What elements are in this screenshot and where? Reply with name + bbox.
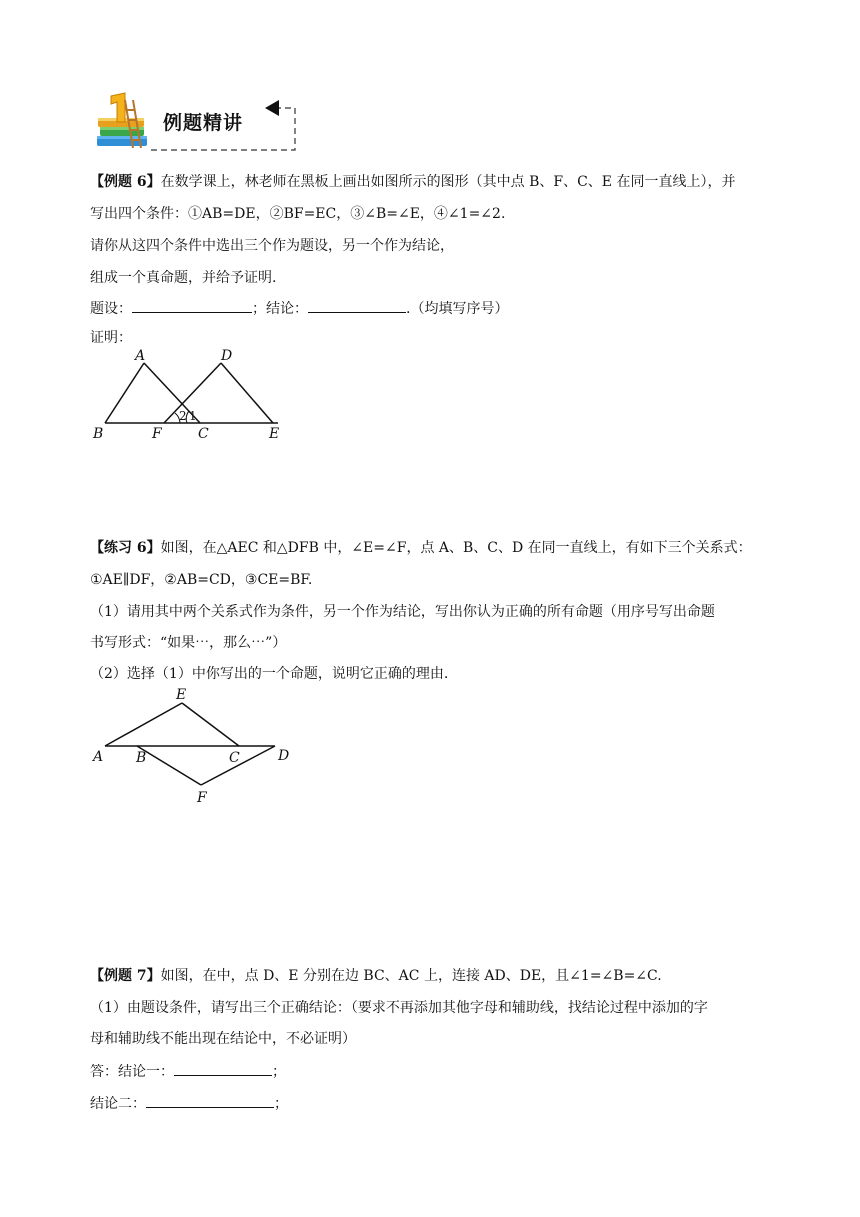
example7-text1: 如图，在中，点 D、E 分别在边 BC、AC 上，连接 AD、DE，且∠1=∠B=∠C.	[160, 968, 662, 984]
fig-p6-label-F: F	[197, 790, 207, 805]
section-title: 例题精讲	[163, 112, 244, 134]
fig-p6-label-E: E	[176, 687, 187, 703]
fig6-label-A: A	[135, 348, 146, 364]
example6-tag: 【例题 6】	[90, 174, 161, 190]
conclusion-blank[interactable]	[308, 298, 406, 313]
example7-tag: 【例题 7】	[90, 968, 161, 984]
practice6-text1: 如图，在△AEC 和△DFB 中，∠E=∠F，点 A、B、C、D 在同一直线上，有如下三个关系式：	[160, 540, 752, 556]
example7-line2: （1）由题设条件，请写出三个正确结论：（要求不再添加其他字母和辅助线，找结论过程中添加的字	[90, 1000, 708, 1016]
answer1-line	[90, 1061, 286, 1082]
fig-p6-label-C: C	[229, 750, 240, 766]
fig6-label-B: B	[93, 426, 104, 442]
fig6-angle-1: 1	[189, 409, 197, 423]
example7-line1	[90, 966, 662, 986]
example6-line1	[90, 172, 735, 192]
fig-p6-label-D: D	[278, 748, 290, 764]
example7-line3: 母和辅助线不能出现在结论中，不必证明）	[90, 1031, 356, 1047]
example6-line4: 组成一个真命题，并给予证明.	[90, 270, 277, 286]
answer2-semicolon: ；	[274, 1096, 288, 1112]
conclusion-label: ；结论：	[252, 301, 308, 317]
fig-p6-label-A: A	[93, 749, 104, 765]
practice6-line3: （1）请用其中两个关系式作为条件，另一个作为结论，写出你认为正确的所有命题（用序号写出命题	[90, 604, 715, 620]
practice6-line1	[90, 538, 752, 558]
fill-note: .（均填写序号）	[406, 301, 509, 317]
practice6-line5: （2）选择（1）中你写出的一个命题，说明它正确的理由.	[90, 666, 449, 682]
proof-label: 证明：	[90, 330, 132, 346]
answer1-blank[interactable]	[174, 1061, 272, 1076]
header-frame-arrow	[95, 92, 305, 154]
fig6-label-D: D	[221, 348, 233, 364]
premise-label: 题设：	[90, 301, 132, 317]
fig6-label-C: C	[198, 426, 209, 442]
practice6-figure	[88, 683, 298, 805]
answer2-blank[interactable]	[146, 1093, 274, 1108]
practice6-tag: 【练习 6】	[90, 540, 161, 556]
answer1-label: 答：结论一：	[90, 1064, 174, 1080]
example6-text1: 在数学课上，林老师在黑板上画出如图所示的图形（其中点 B、F、C、E 在同一直线上），并	[160, 174, 736, 190]
practice6-line2: ①AE∥DF，②AB=CD，③CE=BF.	[90, 572, 313, 588]
example6-fill-line	[90, 298, 508, 319]
example6-figure	[88, 345, 298, 445]
premise-blank[interactable]	[132, 298, 252, 313]
answer2-line	[90, 1093, 288, 1114]
fig-p6-label-B: B	[136, 750, 147, 766]
fig6-label-E: E	[269, 426, 280, 442]
practice6-line4: 书写形式：“如果⋯，那么⋯”）	[90, 635, 287, 651]
section-header	[95, 92, 305, 154]
answer1-semicolon: ；	[272, 1064, 286, 1080]
fig6-angle-2: 2	[179, 409, 187, 423]
answer2-label: 结论二：	[90, 1096, 146, 1112]
example6-line2: 写出四个条件：①AB=DE，②BF=EC，③∠B=∠E，④∠1=∠2.	[90, 206, 506, 222]
example6-line3: 请你从这四个条件中选出三个作为题设，另一个作为结论，	[90, 238, 454, 254]
fig6-label-F: F	[152, 426, 162, 442]
